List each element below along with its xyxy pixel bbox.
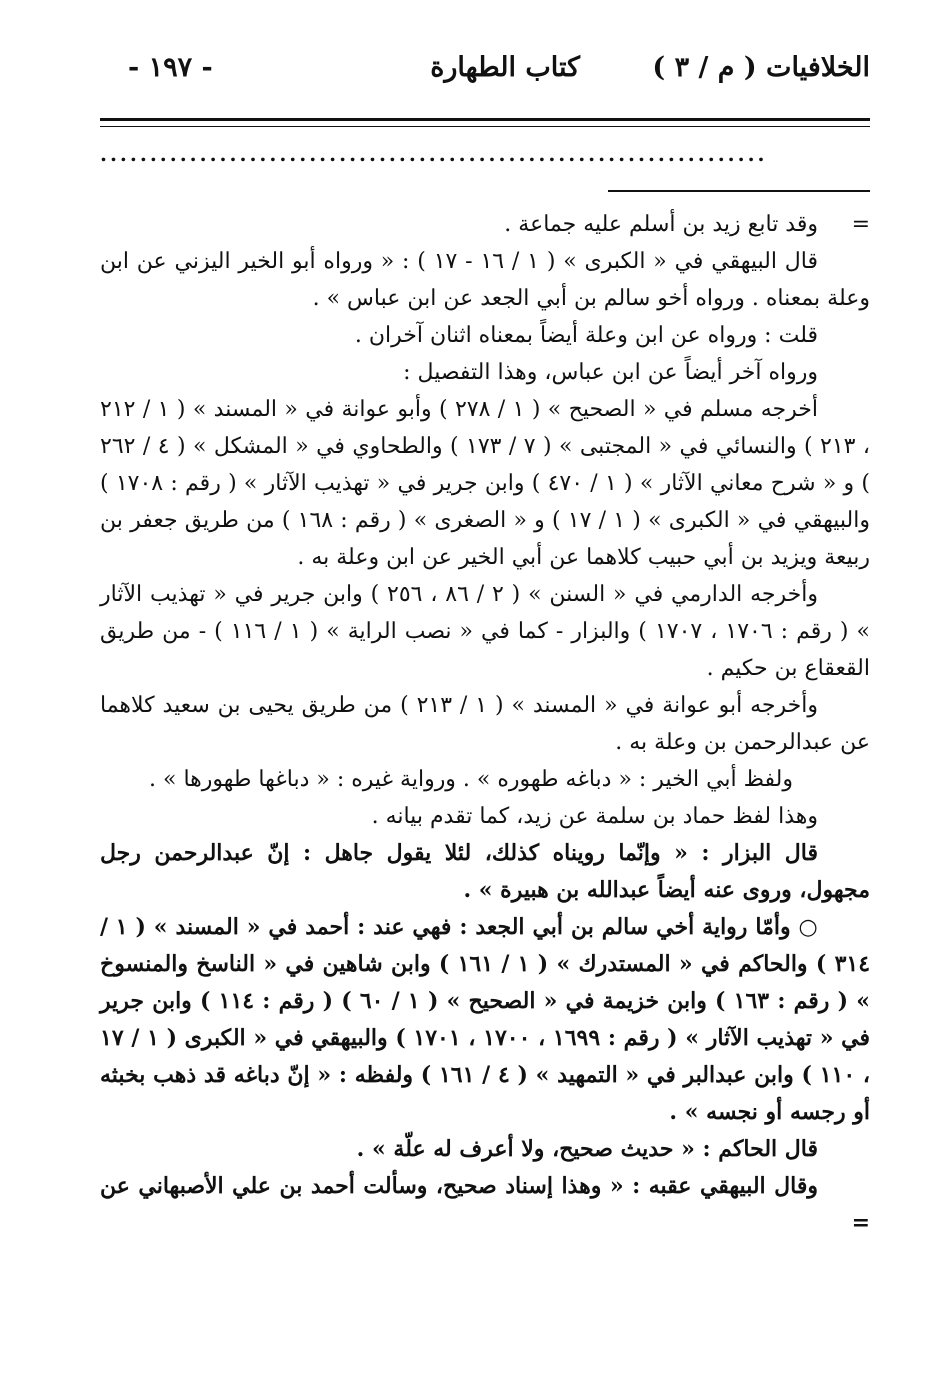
book-section-title: الخلافيات ( م / ٣ )	[652, 52, 870, 83]
header-rule-thin	[100, 126, 870, 127]
page-number: - ١٩٧ -	[128, 52, 213, 83]
chapter-title: كتاب الطهارة	[430, 52, 580, 83]
paragraph: وأخرجه أبو عوانة في « المسند » ( ١ / ٢١٣ ) من طريق يحيى بن سعيد كلاهما عن عبدالرحمن بن وعلة به .	[100, 693, 870, 755]
circle-bullet-icon: ○	[798, 914, 818, 940]
paragraph: وقال البيهقي عقبه : « وهذا إسناد صحيح، وسألت أحمد بن علي الأصبهاني عن =	[100, 1173, 870, 1236]
paragraph-text: وقد تابع زيد بن أسلم عليه جماعة .	[504, 212, 818, 237]
paragraph: ولفظ أبي الخير : « دباغه طهوره » . ورواية غيره : « دباغها طهورها » .	[149, 767, 793, 792]
paragraph: أخرجه مسلم في « الصحيح » ( ١ / ٢٧٨ ) وأبو عوانة في « المسند » ( ١ / ٢١٢ ، ٢١٣ ) والنسائي في « المجتبى » ( ٧ / ١٧٣ ) والطحاوي في « المشكل » ( ٤ / ٢٦٢ ) و « شرح معاني الآثار » ( ١ / ٤٧٠ ) وابن جرير في « تهذيب الآثار » ( رقم : ١٧٠٨ ) والبيهقي في « الكبرى » ( ١ / ١٧ ) و « الصغرى » ( رقم : ١٦٨ ) من طريق جعفر بن ربيعة ويزيد بن أبي حبيب كلاهما عن أبي الخير عن ابن وعلة به .	[100, 397, 871, 570]
paragraph	[100, 206, 870, 243]
paragraph: وهذا لفظ حماد بن سلمة عن زيد، كما تقدم بيانه .	[371, 804, 818, 829]
paragraph	[100, 909, 870, 1131]
paragraph: قال البيهقي في « الكبرى » ( ١ / ١٦ - ١٧ ) : « ورواه أبو الخير اليزني عن ابن وعلة بمعناه . ورواه أخو سالم بن أبي الجعد عن ابن عباس » .	[100, 249, 870, 311]
header-rule-thick	[100, 118, 870, 121]
paragraph: وأخرجه الدارمي في « السنن » ( ٢ / ٨٦ ، ٢٥٦ ) وابن جرير في « تهذيب الآثار » ( رقم : ١٧٠٦ ، ١٧٠٧ ) والبزار - كما في « نصب الراية » ( ١ / ١١٦ ) - من طريق القعقاع بن حكيم .	[100, 582, 871, 681]
page-header	[100, 52, 870, 96]
paragraph-text: وأمّا رواية أخي سالم بن أبي الجعد : فهي عند : أحمد في « المسند » ( ١ / ٣١٤ ) والحاكم في « المستدرك » ( ١ / ١٦١ ) وابن شاهين في « الناسخ والمنسوخ » ( رقم : ١٦٣ ) وابن خزيمة في « الصحيح » ( ١ / ٦٠ ) ( رقم : ١١٤ ) وابن جرير في « تهذيب الآثار » ( رقم : ١٦٩٩ ، ١٧٠٠ ، ١٧٠١ ) والبيهقي في « الكبرى ( ١ / ١٧ ، ١١٠ ) وابن عبدالبر في « التمهيد » ( ٤ / ١٦١ ) ولفظه : « إنّ دباغه قد ذهب بخبثه أو رجسه أو نجسه » .	[100, 914, 871, 1125]
quote-paragraph: قال البزار : « وإنّما رويناه كذلك، لئلا يقول جاهل : إنّ عبدالرحمن رجل مجهول، وروى عنه أيضاً عبدالله بن هبيرة » .	[100, 840, 870, 903]
footnote-rule	[608, 190, 870, 192]
paragraph: قال الحاكم : « حديث صحيح، ولا أعرف له علّة » .	[356, 1136, 818, 1162]
footnote-body	[100, 206, 870, 1242]
paragraph: قلت : ورواه عن ابن وعلة أيضاً بمعناه اثنان آخران .	[354, 323, 818, 348]
continuation-mark: =	[851, 212, 870, 237]
dotted-separator: ...................................................................	[100, 142, 768, 166]
paragraph: ورواه آخر أيضاً عن ابن عباس، وهذا التفصيل :	[403, 360, 818, 385]
